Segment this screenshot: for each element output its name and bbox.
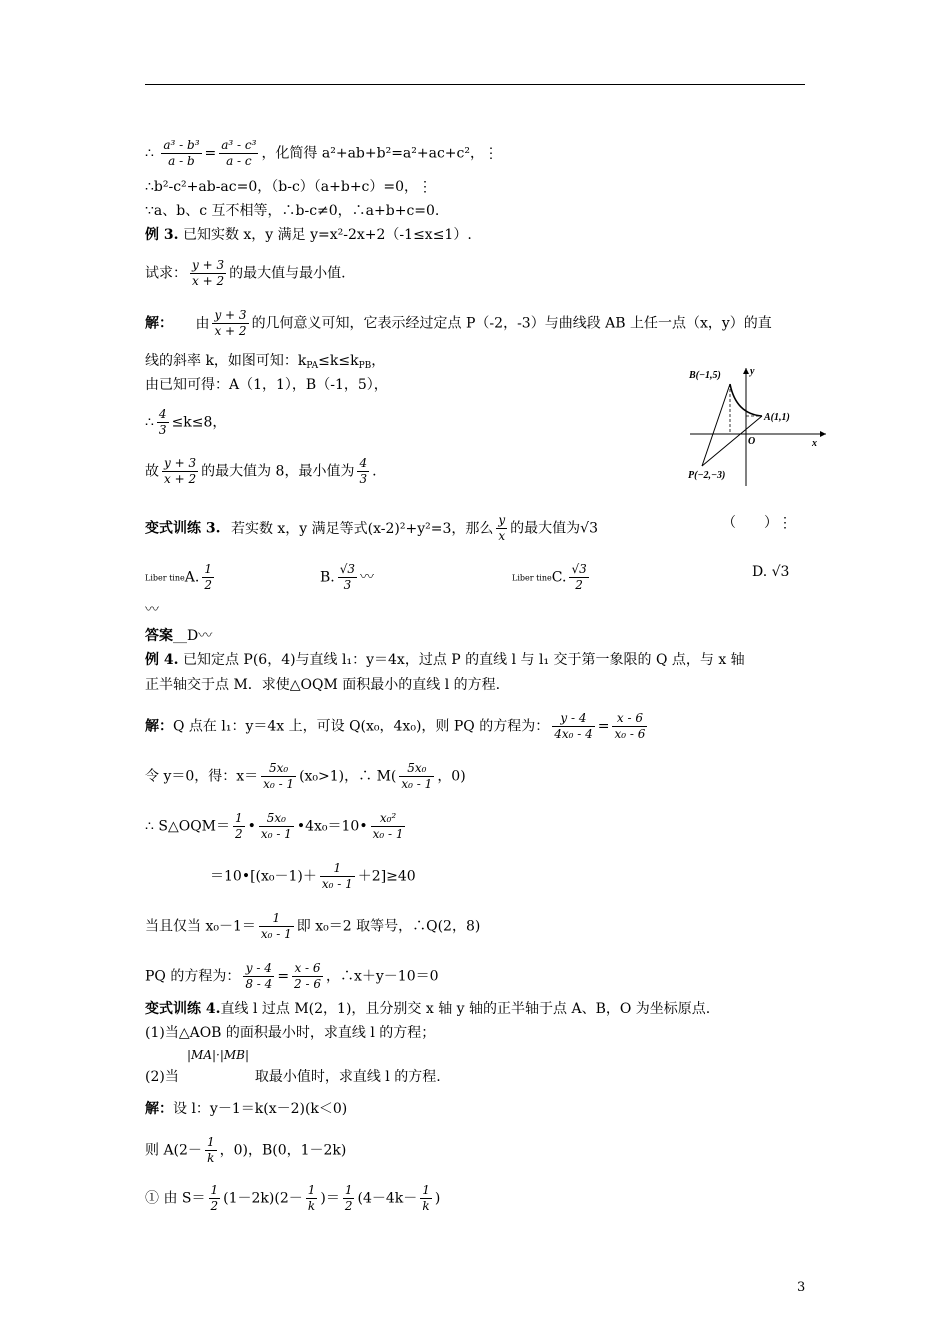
fraction: $\frac{1}{2}$ bbox=[210, 1183, 219, 1213]
squiggle-icon: 〰 bbox=[360, 569, 375, 586]
example-4-line-1: 例 4. 已知定点 P(6，4)与直线 l₁：y＝4x，过点 P 的直线 l 与 l₁ 交于第一象限的 Q 点，与 x 轴 bbox=[145, 652, 745, 668]
fraction: $\frac{\text{5x₀}}{\text{x₀ - 1}}$ bbox=[263, 761, 295, 791]
solution-4-line-3: ∴ S△OQM＝ $\frac{1}{2}$ • $\frac{\text{5x₀}}{\text{x₀ - 1}}$ •4x₀＝10• $\frac{\text{x₀²}}{\text{x₀ - 1}}$ bbox=[145, 811, 404, 841]
fraction: $\frac{y + 3}{x + 2}$ bbox=[164, 456, 197, 486]
solution-5-line-1: 解：设 l：y－1＝k(x－2)(k＜0) bbox=[145, 1101, 348, 1117]
label-b: B(−1,5) bbox=[689, 370, 721, 381]
fraction: $\frac{y}{x}$ bbox=[498, 513, 506, 543]
line-3: ∵a、b、c 互不相等，∴b-c≠0，∴a+b+c=0. bbox=[145, 203, 440, 219]
label-origin: O bbox=[748, 436, 756, 447]
watermark-glyph: Liber tine bbox=[512, 573, 552, 583]
answer-value: D bbox=[187, 628, 199, 644]
label-a: A(1,1) bbox=[764, 412, 790, 423]
page-number: 3 bbox=[797, 1280, 806, 1295]
solution-3-line-1: 解： 由 $\frac{y + 3}{x + 2}$ 的几何意义可知，它表示经过定点 P（-2，-3）与曲线段 AB 上任一点（x，y）的直 bbox=[145, 308, 772, 338]
exercise-4-q2: (2)当 取最小值时，求直线 l 的方程. bbox=[145, 1069, 441, 1085]
fraction: $\frac{x - 6}{2 - 6}$ bbox=[294, 961, 321, 991]
fraction: $\frac{\text{5x₀}}{\text{x₀ - 1}}$ bbox=[401, 761, 433, 791]
option-d: D. √3 bbox=[752, 564, 790, 580]
solution-3-line-4: ∴ $\frac{4}{3}$ ≤k≤8， bbox=[145, 407, 227, 437]
answer-line: 答案__D〰 bbox=[145, 628, 213, 644]
fraction: $\frac{1}{k}$ bbox=[307, 1183, 316, 1213]
solution-5-line-2: 则 A(2－ $\frac{1}{k}$ ，0)，B(0，1－2k) bbox=[145, 1135, 347, 1165]
option-a: Liber tineA. $\frac{1}{2}$ bbox=[145, 562, 212, 592]
solution-3-line-2: 线的斜率 k，如图可知：$k_{PA}\le k\le k_{PB}$， bbox=[145, 353, 386, 371]
fraction: $\frac{4}{3}$ bbox=[359, 456, 368, 486]
exercise-3: 变式训练 3. 若实数 x，y 满足等式(x-2)²+y²=3，那么 $\frac{y}{x}$ 的最大值为√3 bbox=[145, 513, 598, 543]
example-3-question: 试求： $\frac{y + 3}{x + 2}$ 的最大值与最小值. bbox=[145, 258, 346, 288]
fraction: $\frac{1}{\text{x₀ - 1}}$ bbox=[321, 861, 353, 891]
fraction: $\frac{1}{2}$ bbox=[235, 811, 243, 841]
fraction: $\frac{1}{k}$ bbox=[206, 1135, 215, 1165]
answer-label: 答案 bbox=[145, 628, 173, 644]
therefore: ∴ bbox=[145, 145, 154, 162]
solution-3-line-5: 故 $\frac{y + 3}{x + 2}$ 的最大值为 8，最小值为 $\frac{4}{3}$ . bbox=[145, 456, 377, 486]
fraction: $\frac{1}{2}$ bbox=[204, 562, 212, 592]
example-label: 例 4. bbox=[145, 652, 179, 668]
fraction: $\frac{x - 6}{\text{x₀ - 6}}$ bbox=[614, 711, 646, 741]
exercise-label: 变式训练 4. bbox=[145, 1001, 221, 1017]
solution-4-line-6: PQ 的方程为： $\frac{y - 4}{8 - 4}$ = $\frac{x - 6}{2 - 6}$ ，∴x＋y－10＝0 bbox=[145, 961, 439, 991]
solution-4-line-5: 当且仅当 x₀－1＝ $\frac{1}{\text{x₀ - 1}}$ 即 x₀＝2 取等号，∴Q(2，8) bbox=[145, 911, 481, 941]
exercise-4-line-1: 变式训练 4.直线 l 过点 M(2，1)，且分别交 x 轴 y 轴的正半轴于点 A、B，O 为坐标原点. bbox=[145, 1001, 711, 1017]
y-axis-arrow bbox=[743, 368, 749, 374]
fraction: $\frac{4}{3}$ bbox=[158, 407, 167, 437]
example-3: 例 3. 已知实数 x，y 满足 y=x²-2x+2（-1≤x≤1）. bbox=[145, 227, 472, 243]
fraction: $\frac{\text{a³ - c³}}{a - c}$ bbox=[221, 138, 257, 168]
slope-figure bbox=[686, 362, 830, 488]
fraction: $\frac{1}{\text{x₀ - 1}}$ bbox=[260, 911, 292, 941]
solution-5-line-3: ① 由 S＝ $\frac{1}{2}$ (1－2k)(2－ $\frac{1}{k}$ )＝ $\frac{1}{2}$ (4－4k－ $\frac{1}{k}$ ) bbox=[145, 1183, 441, 1213]
solution-3-line-3: 由已知可得：A（1，1），B（-1，5）， bbox=[145, 377, 388, 393]
squiggle-icon: 〰 bbox=[145, 602, 159, 618]
watermark-glyph: Liber tine bbox=[145, 573, 185, 583]
fraction: $\frac{1}{2}$ bbox=[344, 1183, 353, 1213]
fraction: $\frac{y + 3}{x + 2}$ bbox=[192, 258, 225, 288]
answer-paren: （ ）⋮ bbox=[722, 515, 792, 531]
exercise-4-q2-expr: |MA|·|MB| bbox=[187, 1048, 250, 1062]
fraction: $\frac{\text{a³ - b³}}{a - b}$ bbox=[163, 138, 200, 168]
solution-label: 解： bbox=[145, 1101, 173, 1117]
fraction: $\frac{√3}{2}$ bbox=[571, 562, 587, 592]
example-label: 例 3. bbox=[145, 227, 179, 243]
label-y: y bbox=[750, 366, 755, 377]
solution-label: 解： bbox=[145, 315, 173, 332]
squiggle-icon: 〰 bbox=[198, 628, 213, 644]
fraction: $\frac{1}{k}$ bbox=[422, 1183, 430, 1213]
label-p: P(−2,−3) bbox=[688, 470, 726, 481]
fraction: $\frac{\text{x₀²}}{\text{x₀ - 1}}$ bbox=[372, 811, 404, 841]
header-rule bbox=[145, 84, 805, 85]
line-2: ∴b²-c²+ab-ac=0，（b-c）（a+b+c）=0，⋮ bbox=[145, 179, 433, 195]
fraction: $\frac{y - 4}{8 - 4}$ bbox=[245, 961, 273, 991]
fraction: $\frac{\text{5x₀}}{\text{x₀ - 1}}$ bbox=[260, 811, 292, 841]
fraction: $\frac{y - 4}{\text{4x₀ - 4}}$ bbox=[554, 711, 593, 741]
example-4-line-2: 正半轴交于点 M．求使△OQM 面积最小的直线 l 的方程. bbox=[145, 677, 501, 693]
solution-4-line-2: 令 y＝0，得：x＝ $\frac{\text{5x₀}}{\text{x₀ - 1}}$ (x₀>1)，∴ M( $\frac{\text{5x₀}}{\text{x₀ - 1}}$ ，0) bbox=[145, 761, 466, 791]
solution-label: 解： bbox=[145, 718, 173, 735]
exercise-4-q1: (1)当△AOB 的面积最小时，求直线 l 的方程； bbox=[145, 1025, 436, 1041]
x-axis-arrow bbox=[820, 431, 826, 437]
option-c: Liber tineC. $\frac{√3}{2}$ bbox=[512, 562, 587, 592]
solution-4-line-4: ＝10•[(x₀－1)＋ $\frac{1}{\text{x₀ - 1}}$ ＋2]≥40 bbox=[210, 861, 416, 891]
label-x: x bbox=[812, 438, 817, 449]
line-1: ∴ $\frac{\text{a³ - b³}}{a - b}$ = $\frac{\text{a³ - c³}}{a - c}$ ，化简得 a²+ab+b²=a²+ac+c²，⋮ bbox=[145, 138, 498, 168]
exercise-label: 变式训练 3. bbox=[145, 520, 221, 537]
option-b: B. $\frac{√3}{3}$ 〰 bbox=[320, 562, 375, 592]
solution-4-line-1: 解：Q 点在 l₁：y＝4x 上，可设 Q(x₀，4x₀)，则 PQ 的方程为： $\frac{y - 4}{\text{4x₀ - 4}}$ = $\frac{x - 6}{\text{x₀ - 6}}$ bbox=[145, 711, 646, 741]
fraction: $\frac{y + 3}{x + 2}$ bbox=[214, 308, 247, 338]
fraction: $\frac{√3}{3}$ bbox=[339, 562, 356, 592]
